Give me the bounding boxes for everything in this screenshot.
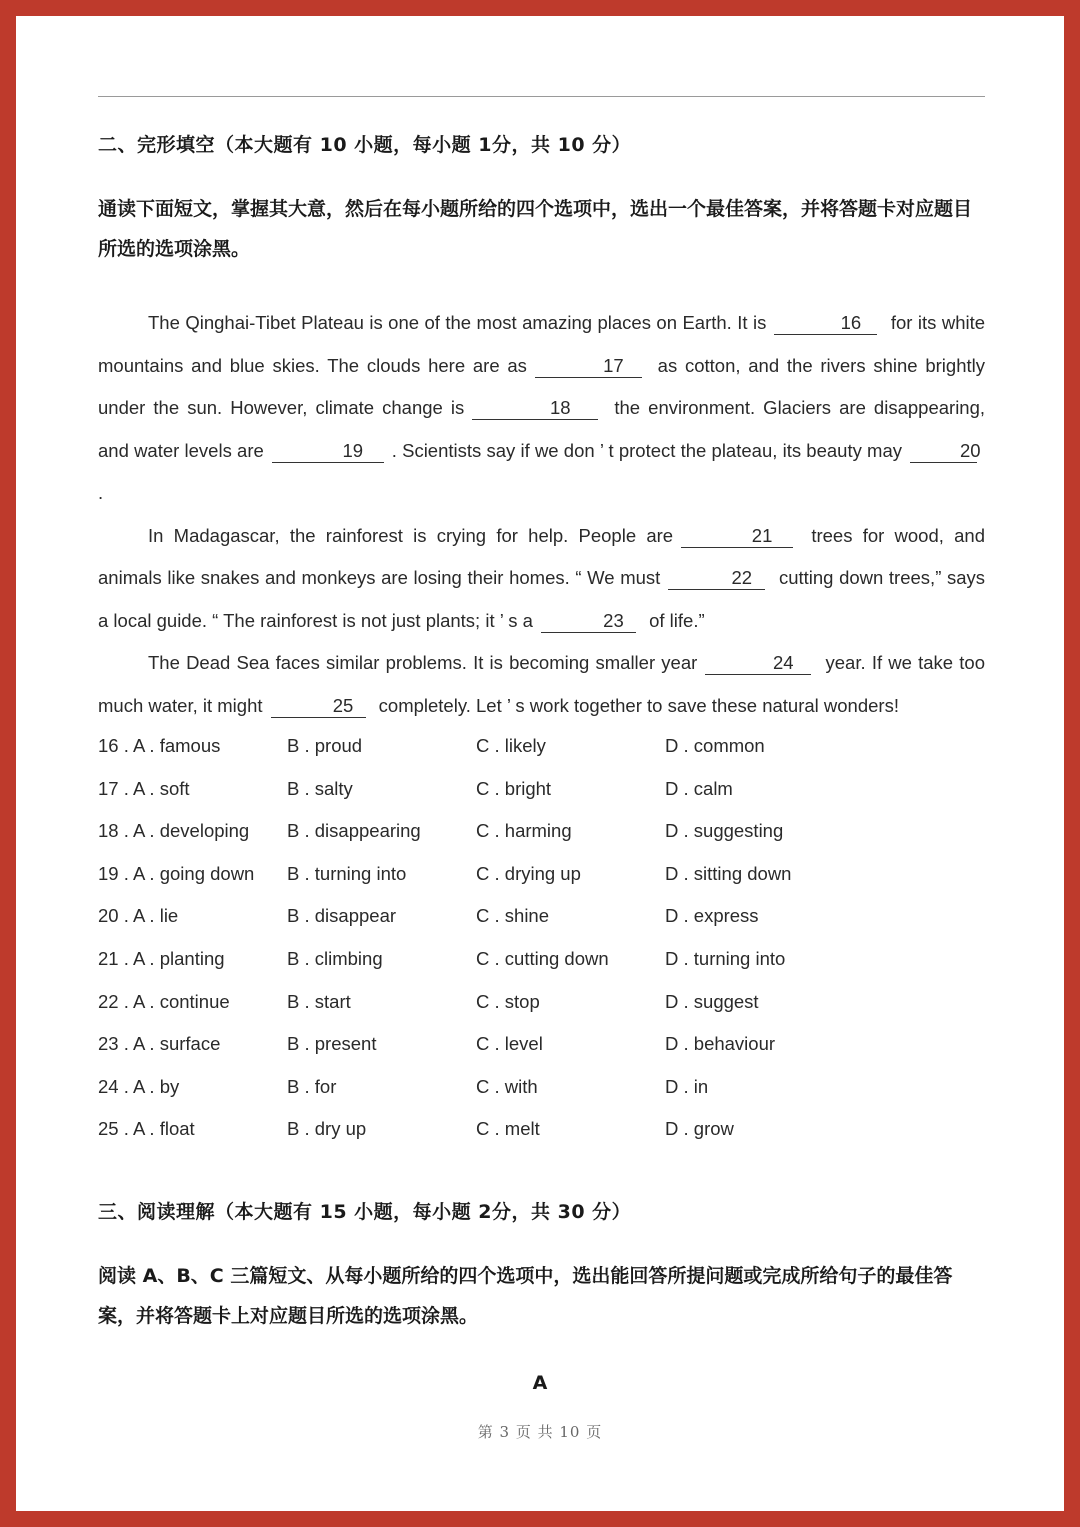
blank-18: 18	[472, 398, 598, 420]
answer-options	[98, 727, 985, 1153]
option-d: D . in	[665, 1075, 709, 1097]
page-footer: 第 3 页 共 10 页	[477, 1423, 603, 1441]
option-c: C . stop	[476, 990, 540, 1012]
option-a: 22 . A . continue	[98, 990, 230, 1012]
passage-a-label: A	[532, 1372, 548, 1394]
question-25-options	[98, 1110, 985, 1153]
option-c: C . cutting down	[476, 947, 609, 969]
passage-text: completely. Let ’ s work together to save these natural wonders!	[378, 694, 899, 716]
option-a: 23 . A . surface	[98, 1033, 221, 1055]
passage-paragraph-1	[98, 302, 985, 515]
option-b: B . salty	[287, 777, 353, 799]
section-2-instruction: 通读下面短文，掌握其大意，然后在每小题所给的四个选项中，选出一个最佳答案，并将答题卡对应题目所选的选项涂黑。	[98, 198, 973, 260]
option-a: 16 . A . famous	[98, 735, 221, 756]
question-22-options	[98, 983, 985, 1026]
option-c: C . shine	[476, 905, 550, 927]
option-a: 25 . A . float	[98, 1118, 195, 1140]
option-c: C . harming	[476, 820, 572, 842]
blank-19: 19	[272, 441, 384, 463]
blank-23: 23	[541, 611, 636, 633]
option-a: 17 . A . soft	[98, 777, 190, 799]
blank-22: 22	[668, 568, 765, 590]
passage-text: . Scientists say if we don ’ t protect the plateau, its beauty may	[391, 439, 902, 461]
passage-text: cutting down trees,” says a local guide. “ The rainforest is not just plants; it ’ s a	[98, 567, 986, 631]
passage-paragraph-2	[98, 515, 985, 643]
passage-text: The Qinghai-Tibet Plateau is one of the most amazing places on Earth. It is	[148, 312, 767, 333]
option-d: D . suggest	[665, 990, 759, 1012]
option-c: C . likely	[476, 735, 546, 756]
blank-25: 25	[271, 696, 366, 718]
option-b: B . dry up	[287, 1118, 367, 1140]
option-b: B . proud	[287, 735, 363, 756]
passage-text: of life.”	[649, 609, 705, 631]
option-b: B . disappearing	[287, 820, 421, 842]
option-c: C . melt	[476, 1118, 540, 1140]
question-18-options	[98, 812, 985, 855]
header-divider	[98, 96, 985, 97]
section-2-title: 二、完形填空（本大题有 10 小题，每小题 1分，共 10 分）	[98, 134, 632, 156]
blank-21: 21	[681, 526, 793, 548]
option-c: C . bright	[476, 777, 552, 799]
blank-20: 20	[910, 441, 977, 463]
question-21-options	[98, 940, 985, 983]
option-d: D . suggesting	[665, 820, 784, 842]
option-a: 19 . A . going down	[98, 862, 255, 884]
passage-text: The Dead Sea faces similar problems. It is becoming smaller year	[148, 652, 698, 673]
option-d: D . common	[665, 735, 765, 756]
section-3-instruction: 阅读 A、B、C 三篇短文、从每小题所给的四个选项中，选出能回答所提问题或完成所给句子的最佳答案，并将答题卡上对应题目所选的选项涂黑。	[98, 1265, 953, 1327]
blank-16: 16	[774, 313, 877, 335]
option-c: C . with	[476, 1075, 538, 1097]
question-24-options	[98, 1068, 985, 1111]
question-19-options	[98, 855, 985, 898]
option-d: D . sitting down	[665, 862, 792, 884]
question-17-options	[98, 770, 985, 813]
blank-24: 24	[705, 653, 811, 675]
passage-text: the environment. Glaciers are disappearing, and water levels are	[98, 397, 986, 461]
cloze-passage	[98, 302, 985, 727]
passage-text: for its white mountains and blue skies. The clouds here are as	[98, 312, 986, 376]
option-b: B . disappear	[287, 905, 397, 927]
passage-text: as cotton, and the rivers shine brightly under the sun. However, climate change is	[98, 354, 985, 418]
option-a: 24 . A . by	[98, 1075, 180, 1097]
passage-text: trees for wood, and animals like snakes and monkeys are losing their homes. “ We must	[98, 524, 986, 588]
option-b: B . start	[287, 990, 351, 1012]
question-20-options	[98, 897, 985, 940]
option-d: D . turning into	[665, 947, 786, 969]
option-a: 20 . A . lie	[98, 905, 179, 927]
question-23-options	[98, 1025, 985, 1068]
option-b: B . for	[287, 1075, 337, 1097]
option-d: D . calm	[665, 777, 733, 799]
passage-text: In Madagascar, the rainforest is crying for help. People are	[148, 524, 674, 546]
passage-text: .	[98, 482, 104, 503]
option-c: C . level	[476, 1033, 543, 1055]
option-d: D . express	[665, 905, 759, 927]
section-3-title: 三、阅读理解（本大题有 15 小题，每小题 2分，共 30 分）	[98, 1201, 632, 1223]
option-a: 18 . A . developing	[98, 820, 250, 842]
question-16-options	[98, 727, 985, 770]
option-c: C . drying up	[476, 862, 581, 884]
option-b: B . present	[287, 1033, 377, 1055]
option-b: B . climbing	[287, 947, 383, 969]
option-d: D . behaviour	[665, 1033, 776, 1055]
passage-paragraph-3	[98, 642, 985, 727]
option-b: B . turning into	[287, 862, 407, 884]
blank-17: 17	[535, 356, 642, 378]
option-a: 21 . A . planting	[98, 947, 225, 969]
option-d: D . grow	[665, 1118, 734, 1140]
passage-text: year. If we take too much water, it might	[98, 652, 986, 716]
